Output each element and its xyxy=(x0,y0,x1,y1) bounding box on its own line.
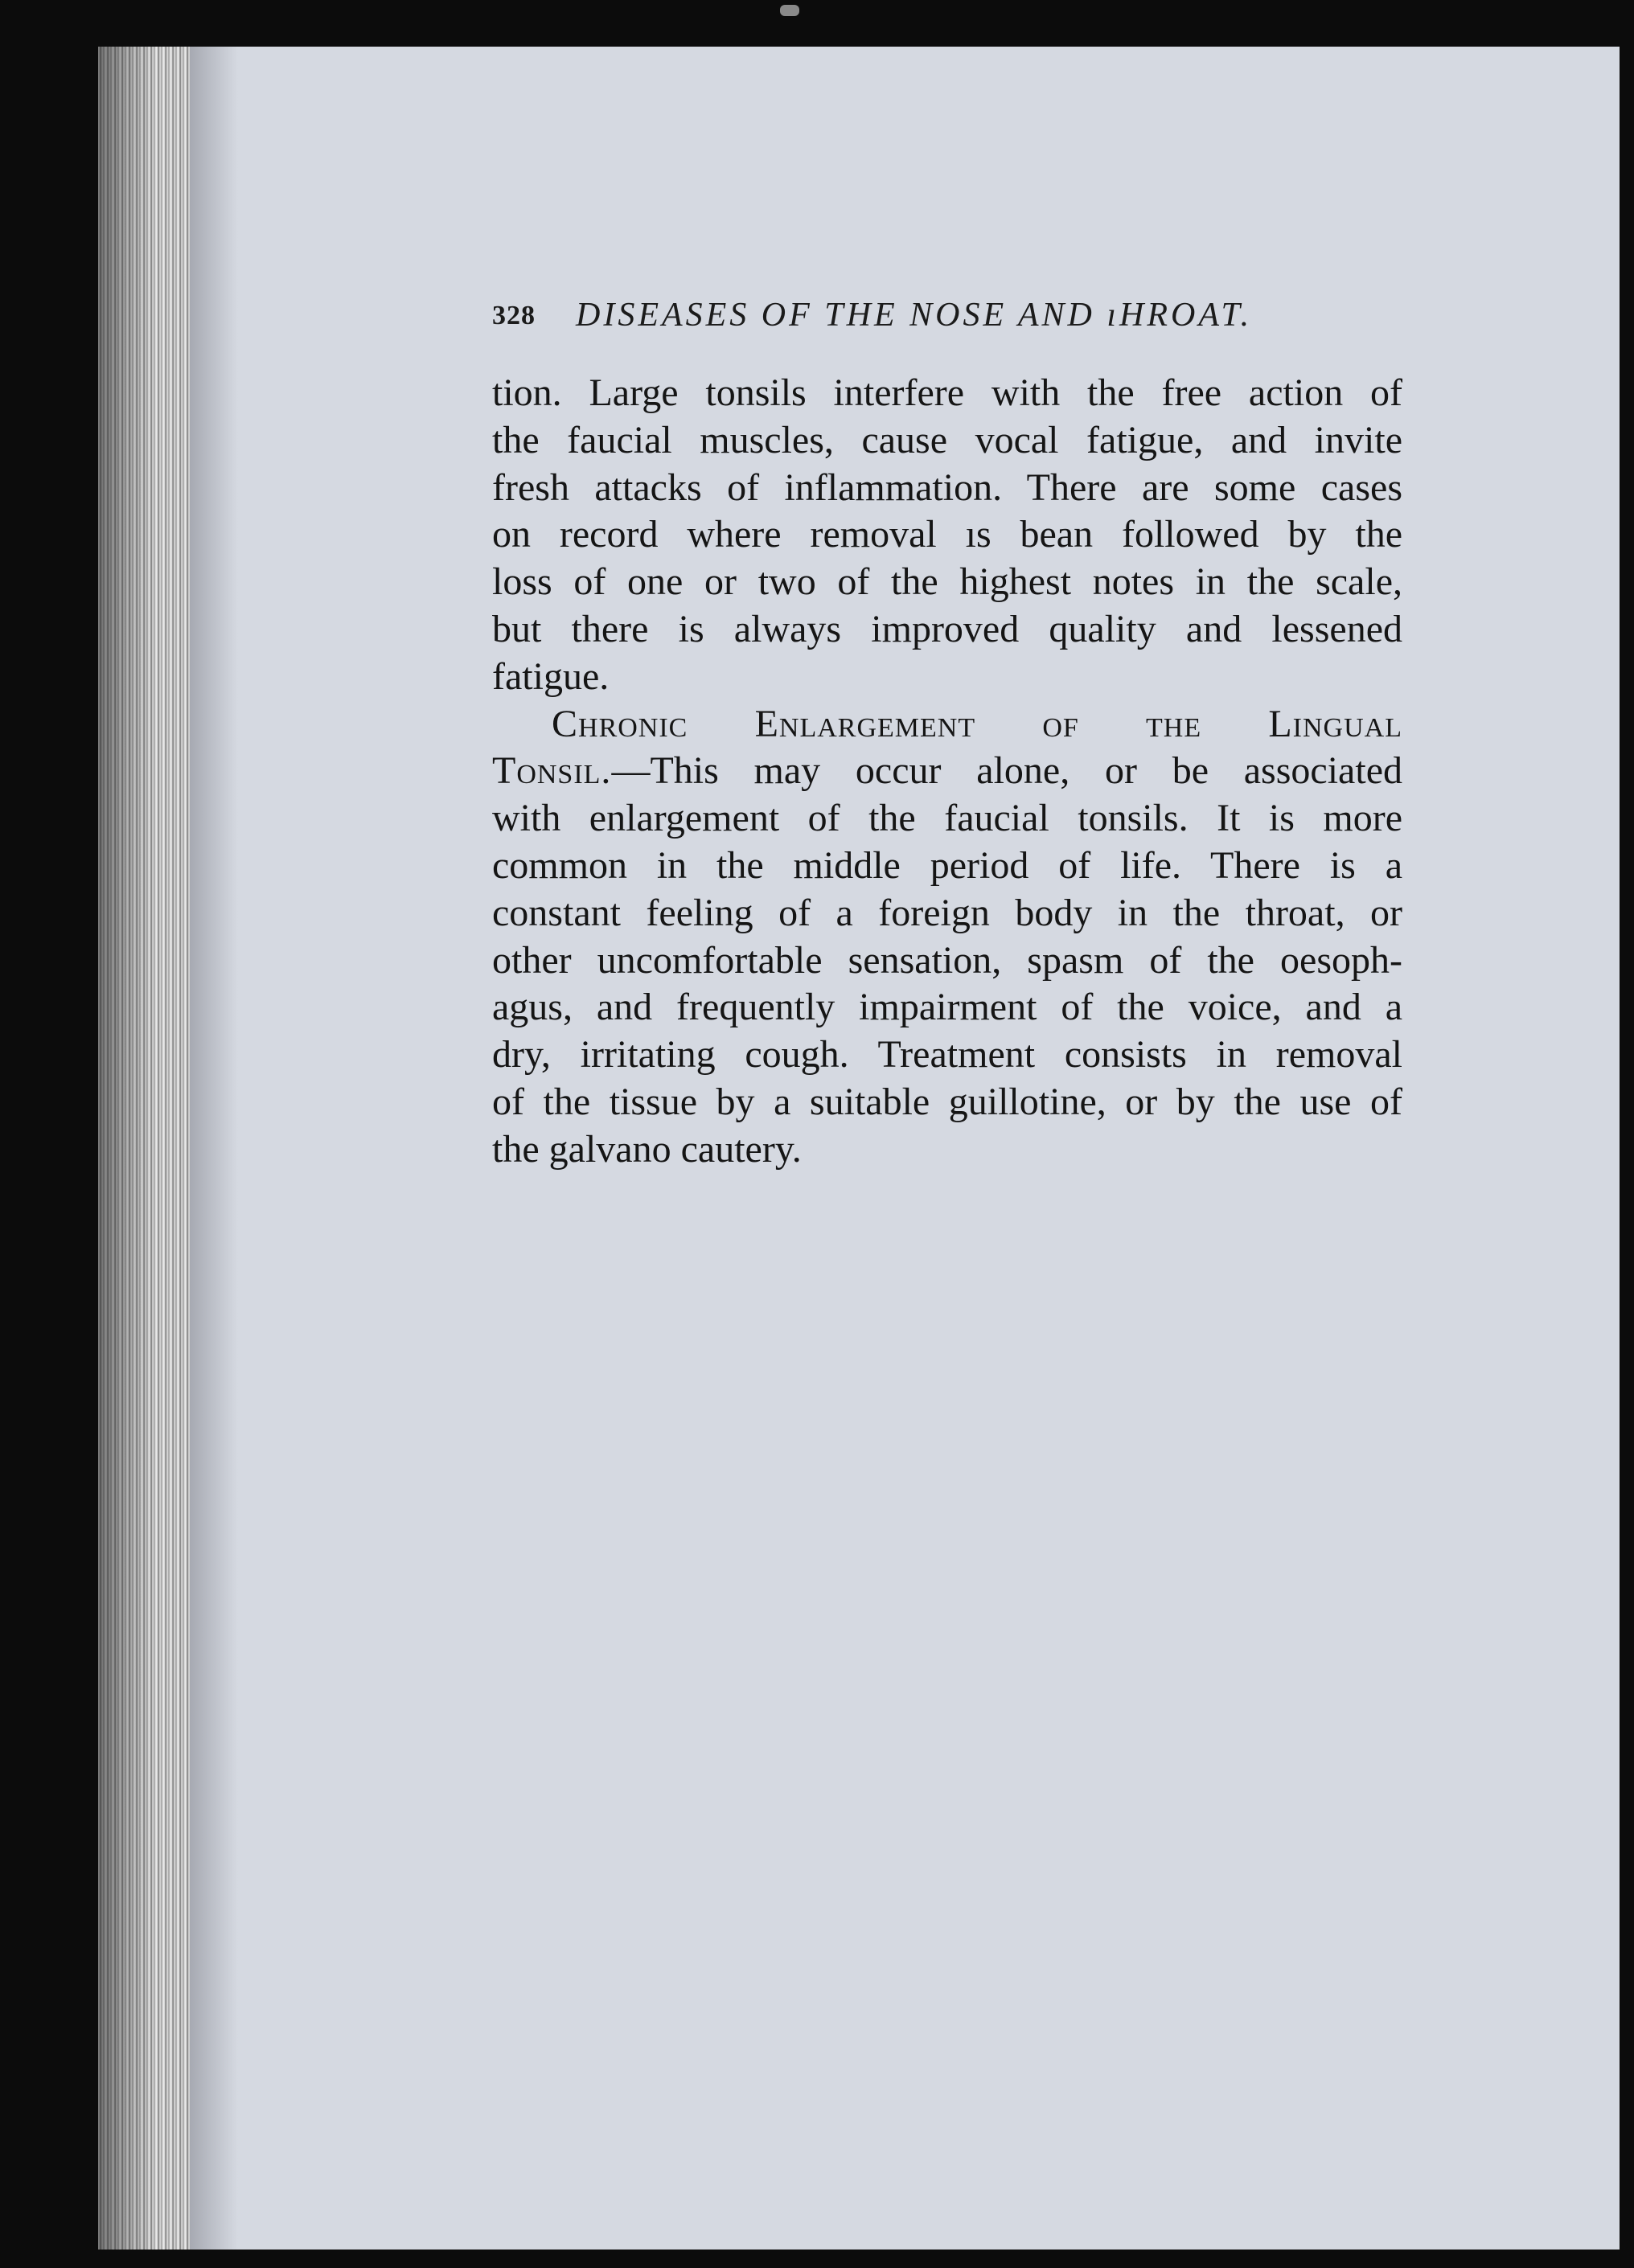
running-head xyxy=(492,296,1401,344)
page-number: 328 xyxy=(492,301,536,330)
text-line: dry, irritating cough. Treatment consists in removal xyxy=(492,1033,1402,1077)
text-line: fatigue. xyxy=(492,654,610,698)
text-line: the faucial muscles, cause vocal fatigue, and invite xyxy=(492,418,1402,461)
text-line: agus, and frequently impairment of the voice, and a xyxy=(492,986,1402,1029)
gutter-shadow xyxy=(190,47,238,2250)
text-line: other uncomfortable sensation, spasm of the oesoph- xyxy=(492,938,1402,982)
section-heading: Chronic Enlargement of the Lingual xyxy=(552,702,1402,745)
section-heading-line-2 xyxy=(492,748,1402,795)
text-line: of the tissue by a suitable guillotine, or by the use of xyxy=(492,1080,1402,1123)
text-run: —This may occur alone, or be associated xyxy=(611,749,1402,793)
body-text xyxy=(492,370,1402,1174)
text-line: tion. Large tonsils interfere with the free action of xyxy=(492,371,1402,414)
text-line: fresh attacks of inflammation. There are some cases xyxy=(492,465,1402,509)
running-title: DISEASES OF THE NOSE AND ıHROAT. xyxy=(576,297,1253,334)
text-line: common in the middle period of life. There is a xyxy=(492,843,1402,887)
text-line: the galvano cautery. xyxy=(492,1127,802,1171)
text-line: loss of one or two of the highest notes in the scale, xyxy=(492,560,1402,604)
section-heading-end: Tonsil. xyxy=(492,749,612,793)
text-line: but there is always improved quality and lessened xyxy=(492,607,1402,650)
binding-mark xyxy=(780,5,799,16)
page-edges-shadow xyxy=(98,47,193,2250)
text-line: with enlargement of the faucial tonsils. It is more xyxy=(492,797,1402,840)
text-line: constant feeling of a foreign body in the throat, or xyxy=(492,891,1402,934)
text-line: on record where removal ıs bean followed by the xyxy=(492,513,1402,556)
